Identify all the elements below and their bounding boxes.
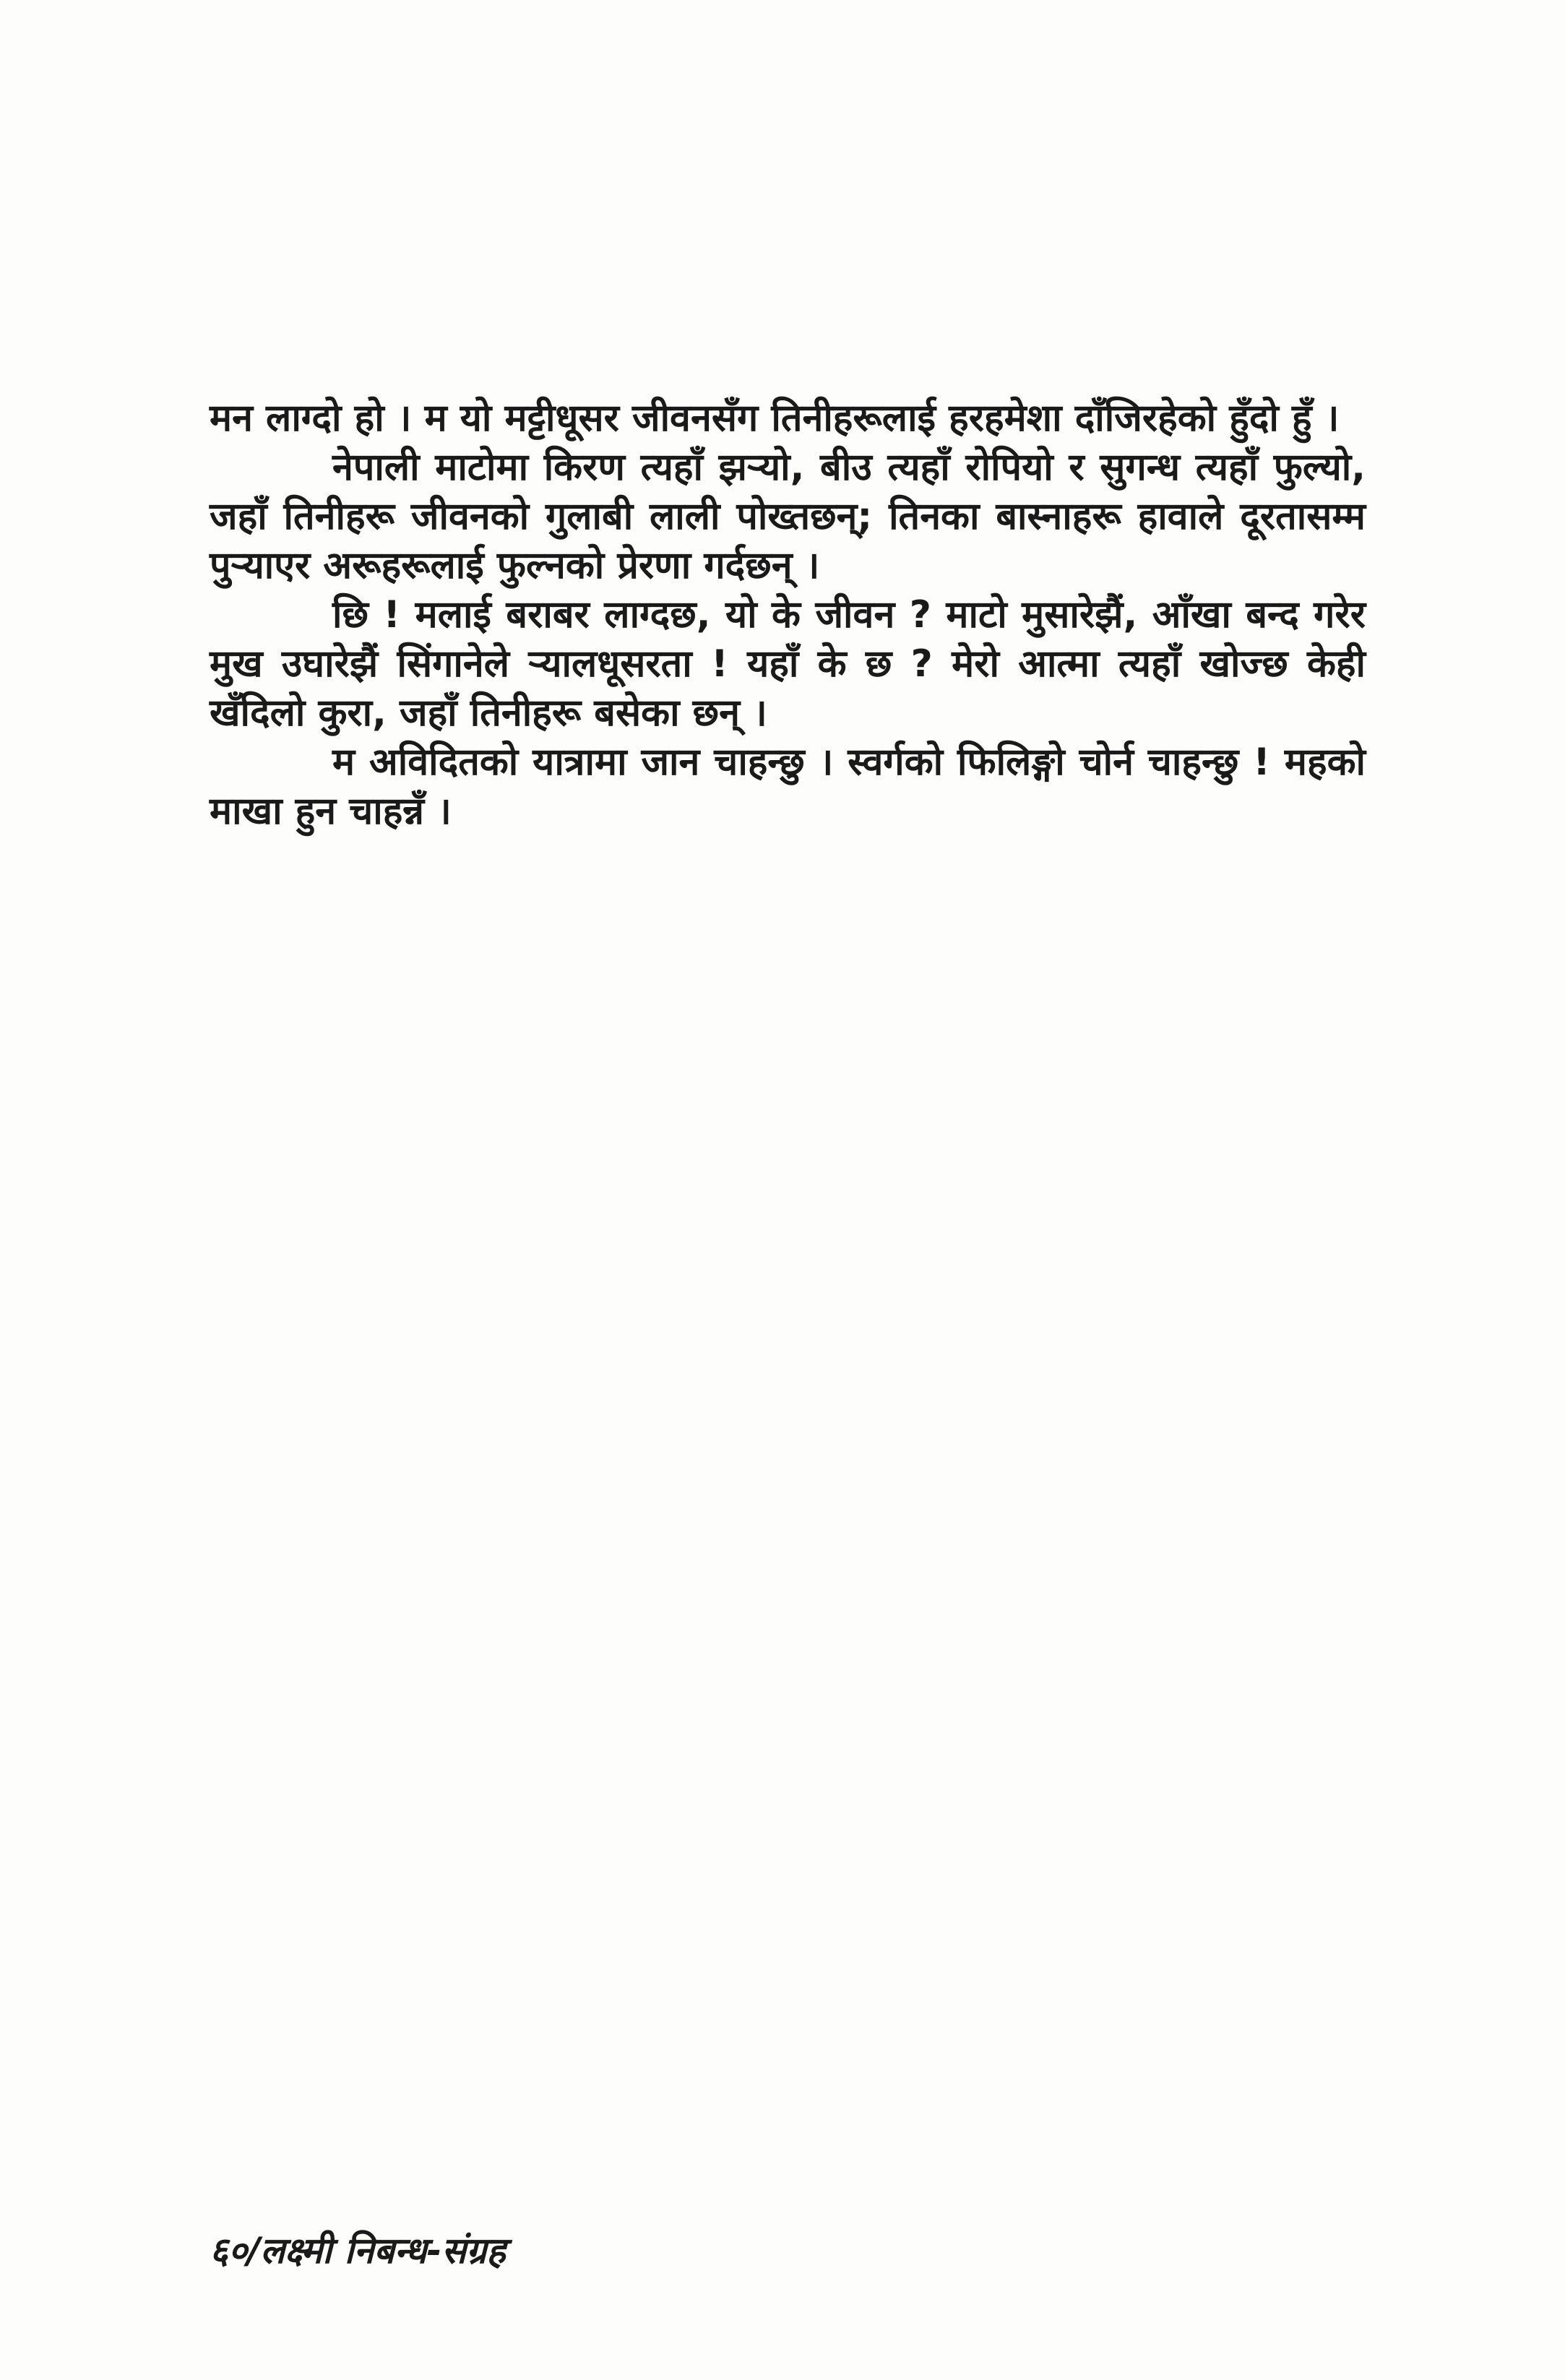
page-footer: ६०/लक्ष्मी निबन्ध-संग्रह xyxy=(210,2230,506,2272)
paragraph-1: मन लाग्दो हो । म यो मट्टीधूसर जीवनसँग तिनीहरूलाई हरहमेशा दाँजिरहेको हुँदो हुँ । xyxy=(210,397,1340,440)
paragraph-2: नेपाली माटोमा किरण त्यहाँ झऱ्यो, बीउ त्यहाँ रोपियो र सुगन्ध त्यहाँ फुल्यो, जहाँ तिनीहरू जीवनको गुलाबी लाली पोख्तछन्; तिनका बास्नाहरू हावाले दूरतासम्म पुऱ्याएर अरूहरूलाई फुल्नको प्रेरणा गर्दछन् । xyxy=(210,446,1366,587)
paragraph-3: छि ! मलाई बराबर लाग्दछ, यो के जीवन ? माटो मुसारेझैं, आँखा बन्द गरेर मुख उघारेझैं सिंगानेले ऱ्यालधूसरता ! यहाँ के छ ? मेरो आत्मा त्यहाँ खोज्छ केही खँदिलो कुरा, जहाँ तिनीहरू बसेका छन् । xyxy=(210,593,1366,735)
paragraph-4: म अविदितको यात्रामा जान चाहन्छु । स्वर्गको फिलिङ्गो चोर्न चाहन्छु ! महको माखा हुन चाहन्नँ । xyxy=(210,741,1366,833)
body-text xyxy=(210,394,1366,836)
